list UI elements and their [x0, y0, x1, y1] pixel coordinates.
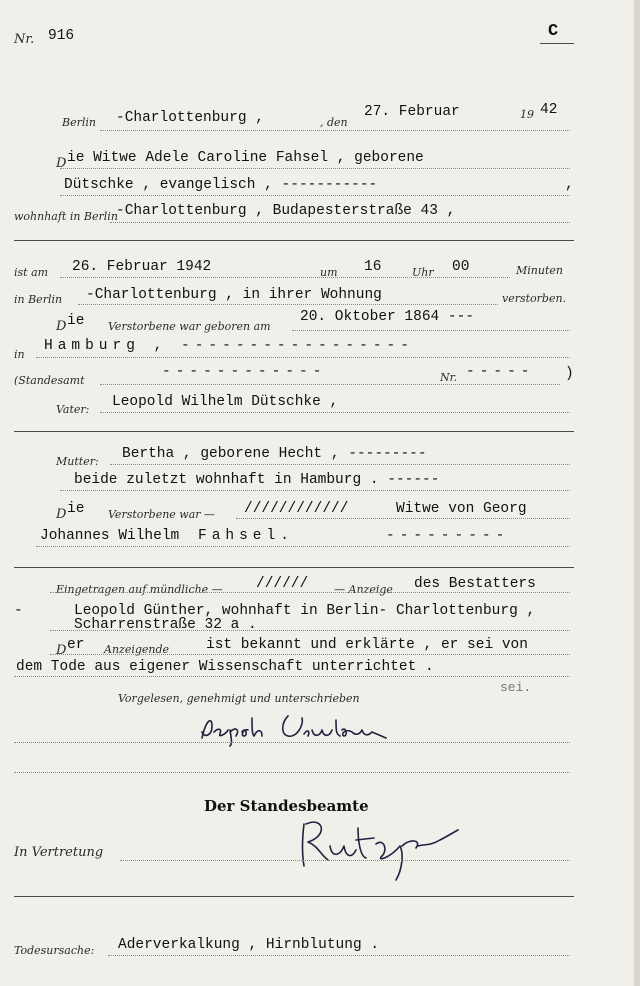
birth-place: Hamburg , ----------------- — [44, 338, 414, 354]
dotted-line — [14, 742, 570, 743]
uhr-label: Uhr — [412, 266, 434, 279]
registration-line4: dem Tode aus eigener Wissenschaft unterrichtet . — [16, 659, 434, 675]
deceased-name: ie Witwe Adele Caroline Fahsel , geborene — [67, 150, 424, 166]
registrar-title: Der Standesbeamte — [204, 797, 369, 815]
death-minutes: 00 — [452, 259, 470, 275]
death-hour: 16 — [364, 259, 382, 275]
mutter-value: Bertha , geborene Hecht , --------- — [122, 446, 427, 462]
d-initial: D — [56, 319, 67, 334]
dotted-line — [100, 384, 560, 385]
standesamt-value: ------------ — [162, 364, 327, 380]
nr-value: 916 — [48, 28, 75, 44]
registrar-signature — [290, 810, 470, 890]
date-value: 27. Februar — [364, 104, 460, 120]
ist-am-label: ist am — [14, 266, 49, 279]
registration-struck: ////// — [256, 576, 309, 592]
dotted-line — [292, 330, 570, 331]
marital-line2-c: --------- — [386, 528, 510, 544]
year-prefix: 19 — [520, 108, 534, 121]
section-rule — [14, 431, 574, 432]
register-letter: C — [548, 22, 559, 41]
birth-date: 20. Oktober 1864 --- — [300, 309, 475, 325]
standesamt-nr-value: ----- — [466, 364, 535, 380]
anzeige-label: — Anzeige — [334, 583, 393, 596]
vorgelesen-label: Vorgelesen, genehmigt und unterschrieben — [118, 692, 360, 705]
registration-er: er — [67, 637, 85, 653]
year-suffix: 42 — [540, 102, 558, 118]
mutter-line2: beide zuletzt wohnhaft in Hamburg . ------ — [74, 472, 440, 488]
city-value: -Charlottenburg , — [116, 110, 264, 126]
dotted-line — [60, 277, 510, 278]
dotted-line — [100, 130, 570, 131]
birth-ie: ie — [67, 313, 85, 329]
marital-label: Verstorbene war — — [108, 508, 216, 521]
deceased-name-line2: Dütschke , evangelisch , ----------- — [64, 177, 378, 193]
dotted-line — [120, 860, 570, 861]
dotted-line — [236, 518, 570, 519]
dotted-line — [50, 654, 570, 655]
birth-label: Verstorbene war geboren am — [108, 320, 271, 333]
death-place: -Charlottenburg , in ihrer Wohnung — [86, 287, 382, 303]
registration-line2b: Scharrenstraße 32 a . — [74, 617, 257, 633]
cause-label: Todesursache: — [14, 944, 95, 957]
dotted-line — [36, 546, 570, 547]
dotted-line — [60, 490, 570, 491]
dotted-line — [60, 168, 570, 169]
dotted-line — [100, 412, 570, 413]
dotted-line — [14, 772, 570, 773]
page-edge — [634, 0, 640, 986]
d-initial: D — [56, 643, 67, 658]
nr-label: Nr. — [14, 32, 35, 47]
mutter-label: Mutter: — [56, 455, 99, 468]
death-date: 26. Februar 1942 — [72, 259, 212, 275]
den-label: , den — [320, 116, 348, 129]
death-in-label: in Berlin — [14, 293, 63, 306]
registration-label: Eingetragen auf mündliche — — [56, 583, 223, 596]
dotted-line — [50, 592, 570, 593]
section-rule — [14, 240, 574, 241]
cause-value: Aderverkalkung , Hirnblutung . — [118, 937, 380, 953]
registration-value: des Bestatters — [414, 576, 536, 592]
residence-label: wohnhaft in Berlin — [14, 210, 118, 223]
dotted-line — [108, 955, 570, 956]
residence-value: -Charlottenburg , Budapesterstraße 43 , — [116, 203, 456, 219]
vertretung-label: In Vertretung — [14, 845, 104, 860]
registration-line2: Leopold Günther, wohnhaft in Berlin- Charlottenburg , — [74, 603, 536, 619]
birth-in-label: in — [14, 348, 25, 361]
section-rule — [14, 567, 574, 568]
dotted-line — [36, 357, 570, 358]
dotted-line — [60, 195, 570, 196]
marital-line2-a: Johannes Wilhelm — [40, 528, 188, 544]
line-end-comma: , — [565, 177, 574, 193]
standesamt-nr-label: Nr. — [440, 371, 458, 384]
dotted-line — [110, 222, 570, 223]
registration-line3: ist bekannt und erklärte , er sei von — [206, 637, 528, 653]
marital-struck: //////////// — [244, 501, 349, 517]
minuten-label: Minuten — [516, 264, 563, 277]
dotted-line — [78, 304, 498, 305]
marital-value: Witwe von Georg — [396, 501, 527, 517]
registration-line2-dash: - — [14, 603, 23, 619]
marital-ie: ie — [67, 501, 85, 517]
verstorben-label: verstorben. — [502, 292, 567, 305]
d-initial: D — [56, 507, 67, 522]
um-label: um — [320, 266, 338, 279]
city-label: Berlin — [62, 116, 96, 129]
anzeigende-label: Anzeigende — [104, 643, 170, 656]
section-rule — [14, 896, 574, 897]
dotted-line — [50, 630, 570, 631]
marital-line2-b: Fahsel. — [198, 528, 294, 544]
vater-value: Leopold Wilhelm Dütschke , — [112, 394, 339, 410]
bleed-through-text: sei. — [500, 680, 532, 695]
standesamt-label: (Standesamt — [14, 374, 85, 387]
register-letter-underline — [540, 43, 574, 44]
d-initial: D — [56, 156, 67, 171]
vater-label: Vater: — [56, 403, 90, 416]
dotted-line — [110, 464, 570, 465]
close-paren: ) — [565, 366, 574, 382]
dotted-line — [14, 676, 570, 677]
